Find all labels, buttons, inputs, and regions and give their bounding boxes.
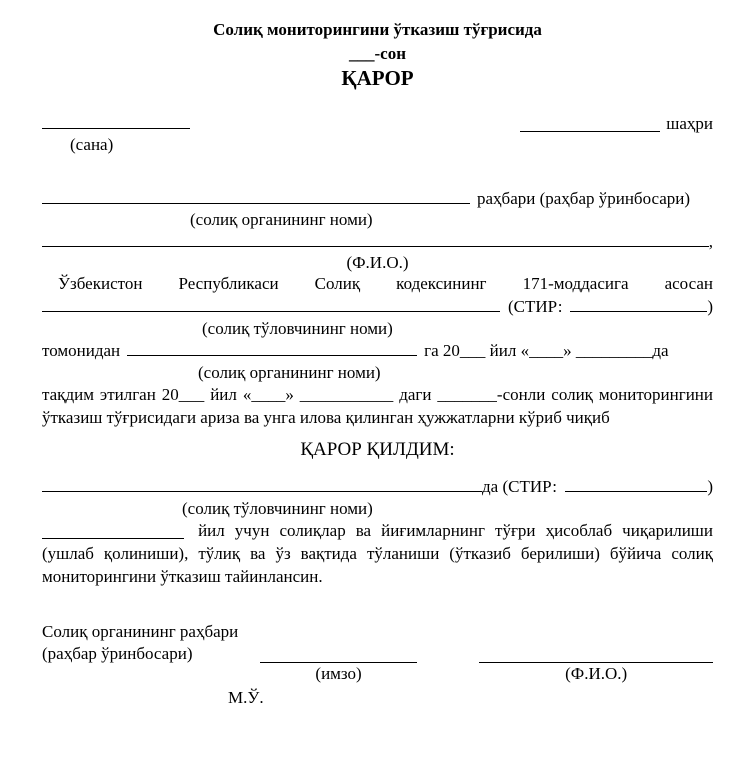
tomonidan-prefix: томонидан xyxy=(42,341,121,360)
stir-close-paren-2: ) xyxy=(707,477,713,496)
decree-word: ҚАРОР xyxy=(341,66,414,90)
year-blank xyxy=(42,525,184,539)
stamp-label: М.Ў. xyxy=(228,688,264,707)
signer-title-line1: Солиқ органининг раҳбари xyxy=(42,622,239,641)
signature-block xyxy=(42,621,713,684)
stir-row-2 xyxy=(42,475,713,498)
signer-title xyxy=(42,621,260,684)
fio-column xyxy=(479,621,713,684)
fio-signature-caption: (Ф.И.О.) xyxy=(565,664,628,683)
stir-close-paren: ) xyxy=(707,297,713,316)
date-city-row xyxy=(42,114,713,134)
org-name-blank xyxy=(42,190,470,204)
signature-caption: (имзо) xyxy=(315,664,362,683)
stir-row-1 xyxy=(42,295,713,318)
org-head-row xyxy=(42,189,713,209)
fio-blank xyxy=(42,233,709,247)
fio-caption: (Ф.И.О.) xyxy=(346,253,409,272)
stir-number-blank-2 xyxy=(565,478,707,492)
taxpayer-name-caption-2: (солиқ тўловчининг номи) xyxy=(182,499,373,518)
document-header xyxy=(42,18,713,92)
date-caption: (сана) xyxy=(70,135,114,154)
fio-trailing-comma: , xyxy=(708,232,713,251)
fio-signature-blank xyxy=(479,621,713,663)
fio-row xyxy=(42,230,713,253)
signature-blank xyxy=(260,621,418,663)
org-name-caption-2: (солиқ органининг номи) xyxy=(198,363,381,382)
stamp-line xyxy=(42,686,713,709)
date-blank xyxy=(42,115,190,129)
taxpayer-name-blank-2 xyxy=(42,478,482,492)
city-part xyxy=(520,114,713,134)
city-label: шаҳри xyxy=(666,114,713,133)
decision-paragraph xyxy=(42,519,713,588)
decision-paragraph-text: йил учун солиқлар ва йиғимларнинг тўғри ҳисоблаб чиқарилиши (ушлаб қолиниши), тўлиқ ва ўз вақтида тўланиши (ўтказиб берилиши) бўйича солиқ мониторингини ўтказиш тайинлансин. xyxy=(42,521,713,586)
signer-title-line2: (раҳбар ўринбосари) xyxy=(42,644,193,663)
taxpayer-name-blank xyxy=(42,298,500,312)
legal-basis-line: Ўзбекистон Республикаси Солиқ кодексининг 171-моддасига асосан xyxy=(58,274,713,293)
signature-gap xyxy=(417,621,479,684)
taxpayer-name-caption: (солиқ тўловчининг номи) xyxy=(202,319,393,338)
tomonidan-suffix: га 20___ йил «____» _________да xyxy=(424,341,669,360)
city-blank xyxy=(520,118,660,132)
stir-number-blank xyxy=(570,298,707,312)
tomonidan-row xyxy=(42,339,713,362)
application-paragraph: тақдим этилган 20___ йил «____» ___________ даги _______-сонли солиқ мониторингини ўтказиш тўғрисидаги ариза ва унга илова қилинган ҳужжатларни кўриб чиқиб xyxy=(42,385,713,427)
document-title: Солиқ мониторингини ўтказиш тўғрисида xyxy=(213,20,542,39)
document-number-line: ___-сон xyxy=(348,44,406,63)
signature-column xyxy=(260,621,418,684)
stir-label: (СТИР: xyxy=(508,297,563,316)
tomonidan-org-blank xyxy=(127,342,417,356)
resolution-heading: ҚАРОР ҚИЛДИМ: xyxy=(300,439,455,460)
da-stir-label: да (СТИР: xyxy=(482,477,557,496)
org-head-label: раҳбари (раҳбар ўринбосари) xyxy=(477,189,691,208)
org-name-caption: (солиқ органининг номи) xyxy=(190,210,373,229)
